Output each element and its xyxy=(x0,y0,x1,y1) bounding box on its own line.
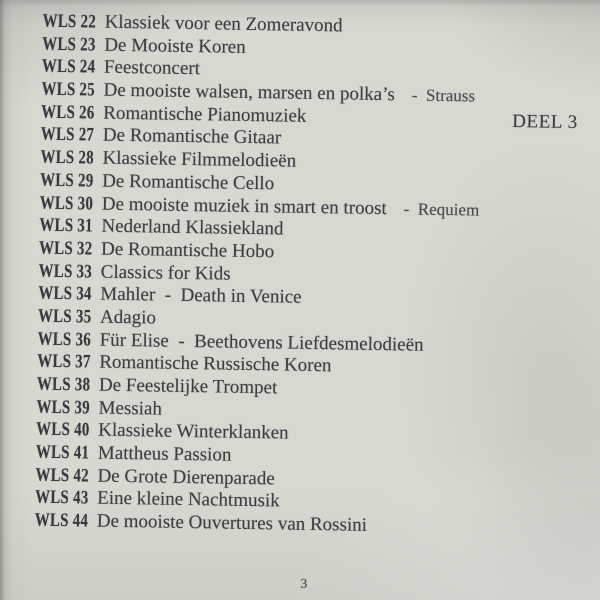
catalog-code: WLS 30 xyxy=(39,192,94,214)
catalog-code: WLS 31 xyxy=(39,214,93,237)
album-title: De mooiste muziek in smart en troost xyxy=(101,193,387,219)
catalog-code: WLS 23 xyxy=(42,33,96,56)
album-title: Eine kleine Nachtmusik xyxy=(97,488,280,512)
album-title: De Feestelijke Trompet xyxy=(98,374,278,399)
catalog-code: WLS 22 xyxy=(42,10,97,33)
catalog-code: WLS 44 xyxy=(34,509,89,532)
catalog-code: WLS 33 xyxy=(38,260,93,283)
album-title: Romantische Pianomuziek xyxy=(103,102,307,127)
album-title: De Romantische Gitaar xyxy=(102,125,282,149)
album-title: De mooiste Ouvertures van Rossini xyxy=(96,510,368,536)
catalog-code: WLS 42 xyxy=(35,464,90,487)
album-title: De mooiste walsen, marsen en polka’s xyxy=(103,79,395,106)
album-title: Nederland Klassiekland xyxy=(101,215,284,240)
album-title: Klassiek voor een Zomeravond xyxy=(104,11,343,37)
catalog-code: WLS 29 xyxy=(40,169,94,192)
album-title: Messiah xyxy=(98,397,163,420)
catalog-code: WLS 26 xyxy=(41,101,95,124)
catalog-code: WLS 35 xyxy=(37,305,92,328)
page-number: 3 xyxy=(300,575,308,591)
series-label: DEEL 3 xyxy=(511,111,578,134)
album-title: Adagio xyxy=(99,306,157,329)
catalog-code: WLS 37 xyxy=(37,350,91,373)
catalog-code: WLS 40 xyxy=(36,418,90,441)
album-title: Romantische Russische Koren xyxy=(99,351,332,377)
catalog-code: WLS 28 xyxy=(40,146,95,169)
album-title: De Romantische Cello xyxy=(102,170,275,195)
album-title: De Grote Dierenparade xyxy=(97,465,275,490)
album-title: Klassieke Filmmelodieën xyxy=(102,147,297,172)
album-title: De Mooiste Koren xyxy=(104,34,246,58)
album-title: Mattheus Passion xyxy=(97,442,232,466)
album-title: Klassieke Winterklanken xyxy=(98,419,289,444)
catalog-code: WLS 27 xyxy=(40,124,95,146)
album-title: De Romantische Hobo xyxy=(100,238,275,263)
catalog-code: WLS 38 xyxy=(36,373,91,396)
album-title: Feestconcert xyxy=(103,57,201,80)
catalog-code: WLS 36 xyxy=(37,328,92,351)
album-note: - Requiem xyxy=(403,198,480,220)
album-title: Für Elise - Beethovens Liefdesmelodieën xyxy=(99,329,424,356)
album-title: Classics for Kids xyxy=(100,261,231,285)
catalog-code: WLS 39 xyxy=(36,396,91,419)
catalog-code: WLS 41 xyxy=(35,441,90,464)
catalog-code: WLS 32 xyxy=(38,237,93,260)
catalog-code: WLS 34 xyxy=(38,282,92,305)
catalog-code: WLS 25 xyxy=(41,78,96,101)
album-title: Mahler - Death in Venice xyxy=(100,283,302,309)
catalog-code: WLS 24 xyxy=(41,56,96,78)
catalog-code: WLS 43 xyxy=(35,487,89,509)
album-note: - Strauss xyxy=(411,85,476,106)
